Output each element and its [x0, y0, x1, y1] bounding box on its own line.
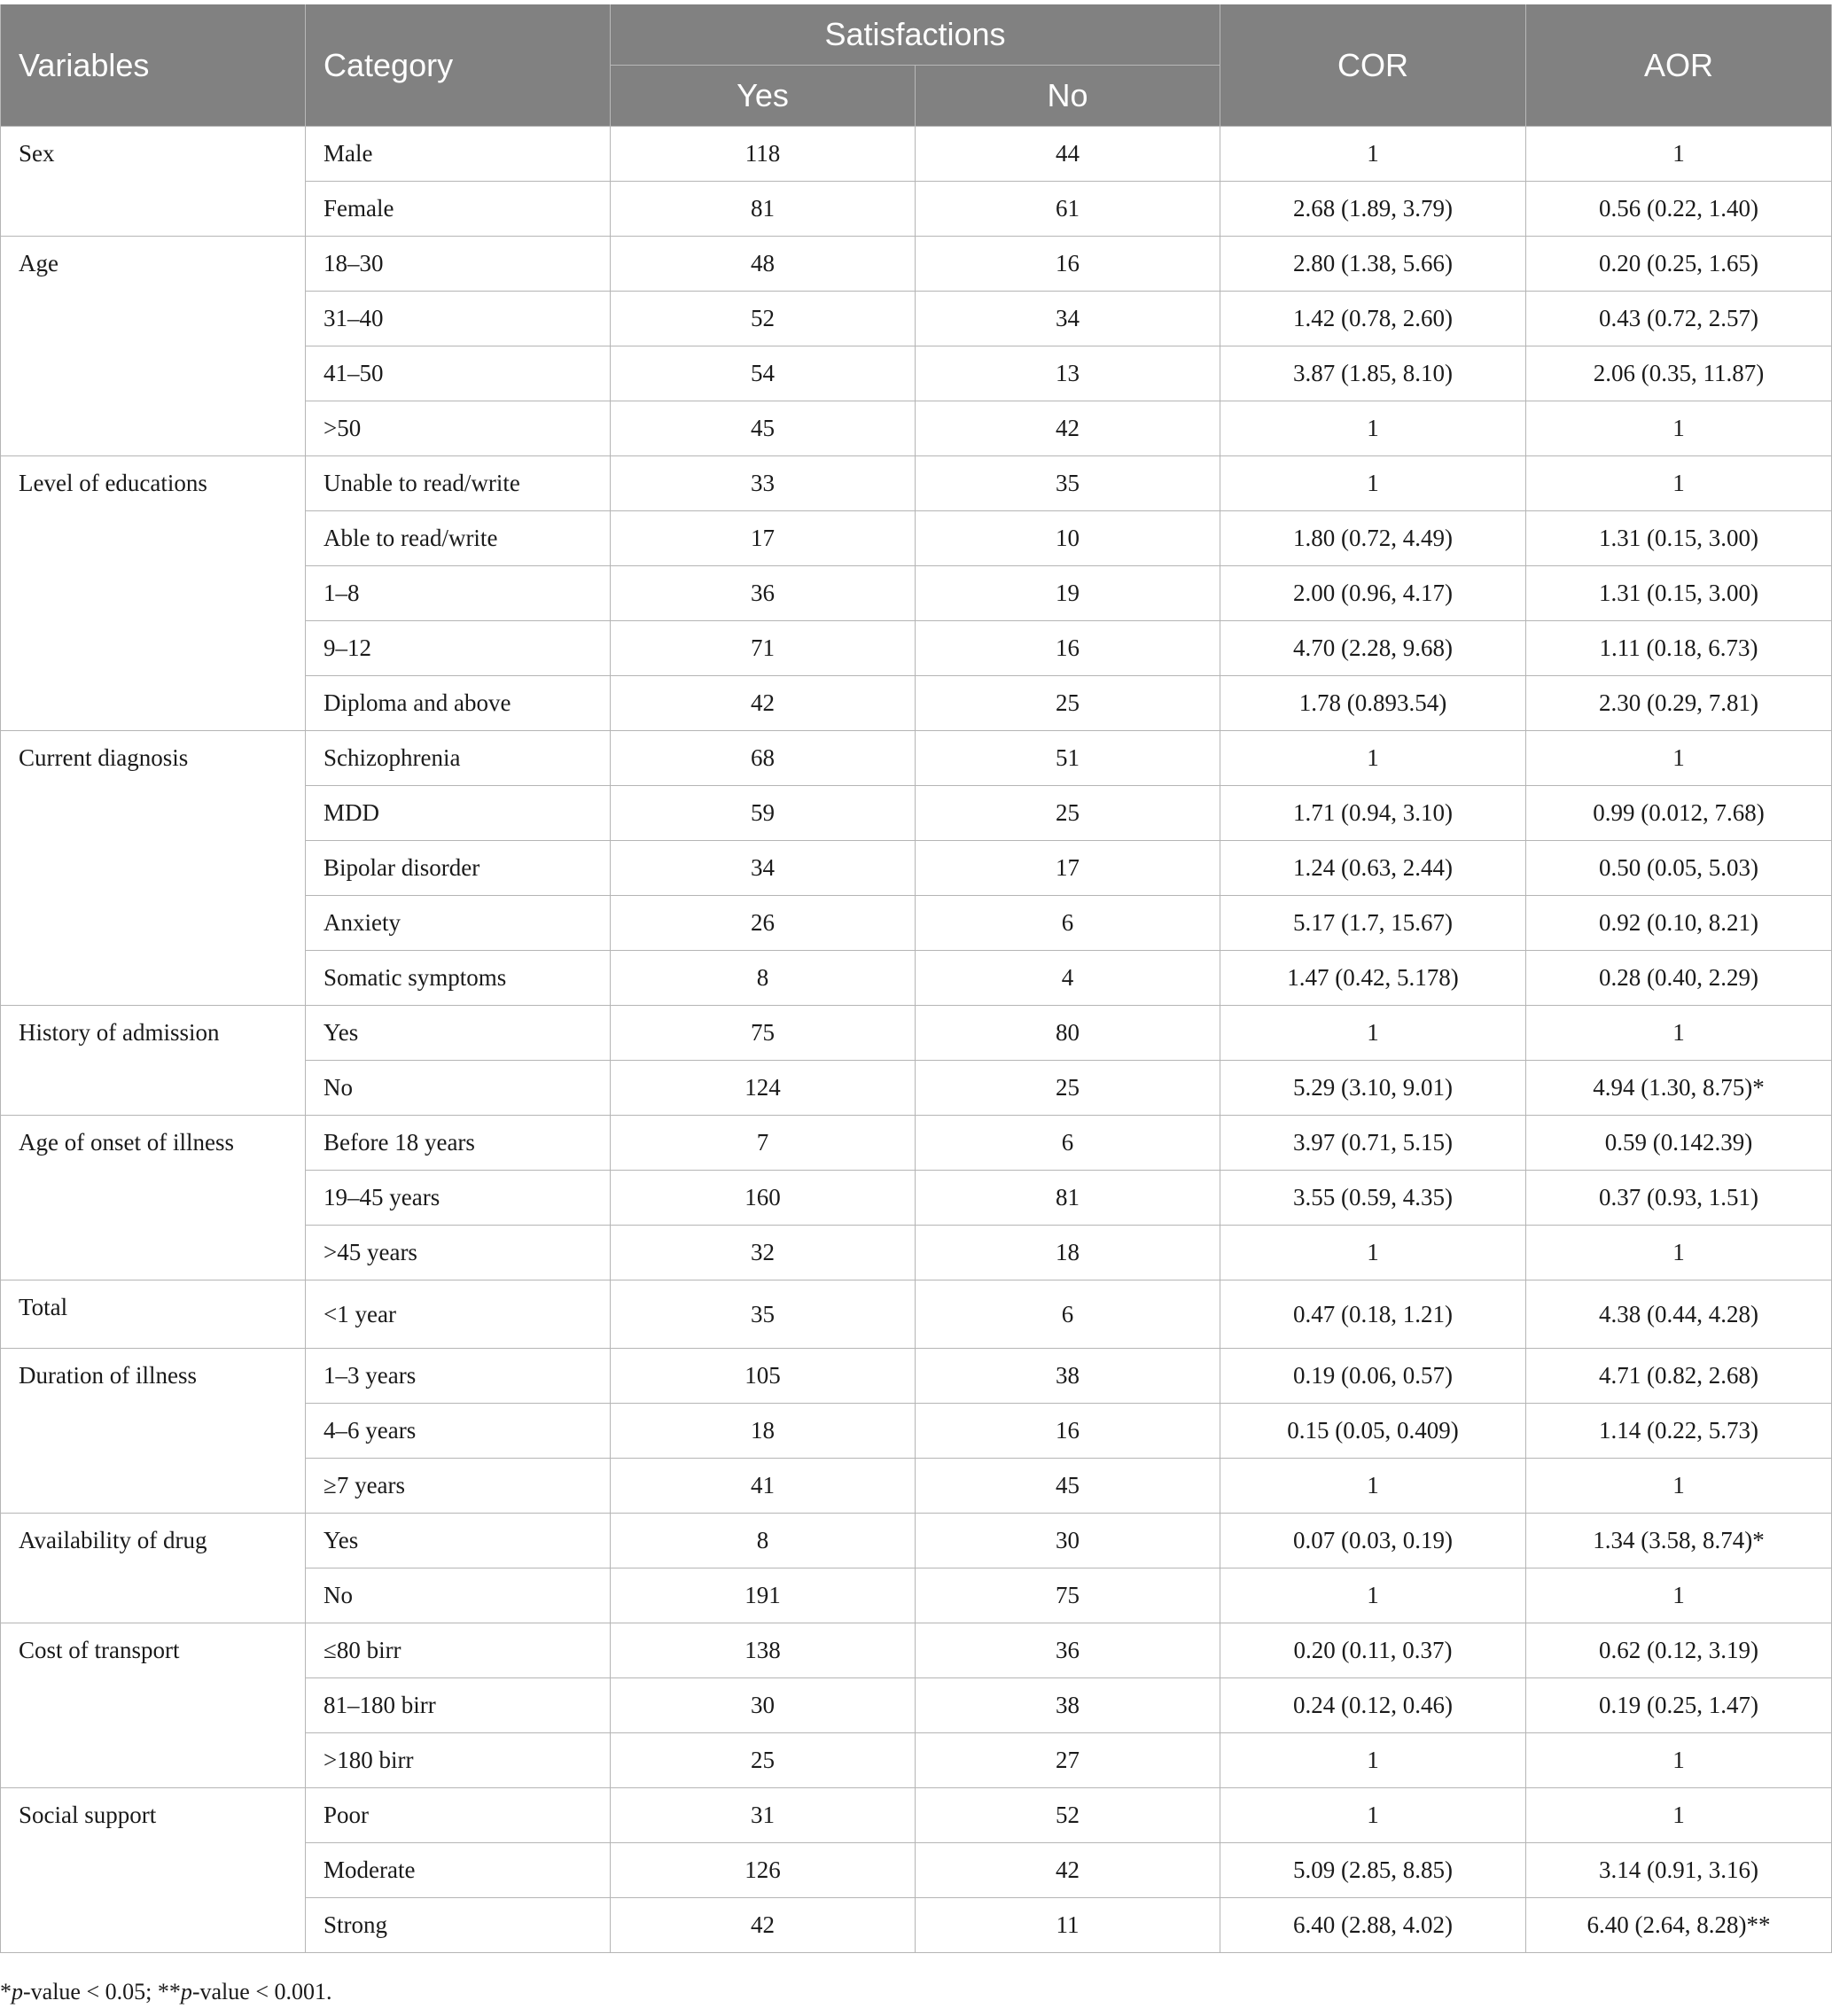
- aor-cell: 0.20 (0.25, 1.65): [1526, 237, 1832, 292]
- cor-cell: 4.70 (2.28, 9.68): [1220, 621, 1526, 676]
- aor-cell: 1: [1526, 1568, 1832, 1623]
- yes-count-cell: 126: [611, 1843, 916, 1898]
- cor-cell: 1.78 (0.893.54): [1220, 676, 1526, 731]
- category-cell: Male: [306, 127, 611, 182]
- aor-cell: 6.40 (2.64, 8.28)**: [1526, 1898, 1832, 1953]
- no-count-cell: 42: [916, 401, 1220, 456]
- aor-cell: 2.30 (0.29, 7.81): [1526, 676, 1832, 731]
- cor-cell: 5.17 (1.7, 15.67): [1220, 896, 1526, 951]
- variable-cell: Availability of drug: [1, 1514, 306, 1623]
- cor-cell: 3.55 (0.59, 4.35): [1220, 1171, 1526, 1226]
- yes-count-cell: 31: [611, 1788, 916, 1843]
- footnote-star: *: [0, 1979, 12, 2004]
- category-cell: Anxiety: [306, 896, 611, 951]
- yes-count-cell: 124: [611, 1061, 916, 1116]
- no-count-cell: 11: [916, 1898, 1220, 1953]
- no-count-cell: 44: [916, 127, 1220, 182]
- yes-count-cell: 118: [611, 127, 916, 182]
- cor-cell: 1: [1220, 1226, 1526, 1280]
- no-count-cell: 16: [916, 621, 1220, 676]
- cor-cell: 0.07 (0.03, 0.19): [1220, 1514, 1526, 1568]
- aor-cell: 3.14 (0.91, 3.16): [1526, 1843, 1832, 1898]
- cor-cell: 2.80 (1.38, 5.66): [1220, 237, 1526, 292]
- no-count-cell: 61: [916, 182, 1220, 237]
- no-count-cell: 16: [916, 237, 1220, 292]
- table-row: [1, 1349, 1832, 1404]
- header-yes: Yes: [611, 66, 916, 127]
- variable-cell: Cost of transport: [1, 1623, 306, 1788]
- cor-cell: 3.87 (1.85, 8.10): [1220, 346, 1526, 401]
- table-row: [1, 1006, 1832, 1061]
- cor-cell: 6.40 (2.88, 4.02): [1220, 1898, 1526, 1953]
- header-cor: COR: [1220, 4, 1526, 127]
- yes-count-cell: 54: [611, 346, 916, 401]
- no-count-cell: 10: [916, 511, 1220, 566]
- category-cell: No: [306, 1568, 611, 1623]
- table-footnote: [0, 1979, 331, 2005]
- header-variables: Variables: [1, 4, 306, 127]
- yes-count-cell: 8: [611, 1514, 916, 1568]
- no-count-cell: 25: [916, 1061, 1220, 1116]
- cor-cell: 1.71 (0.94, 3.10): [1220, 786, 1526, 841]
- no-count-cell: 51: [916, 731, 1220, 786]
- aor-cell: 4.38 (0.44, 4.28): [1526, 1280, 1832, 1349]
- no-count-cell: 18: [916, 1226, 1220, 1280]
- aor-cell: 1: [1526, 1733, 1832, 1788]
- category-cell: 1–3 years: [306, 1349, 611, 1404]
- aor-cell: 0.59 (0.142.39): [1526, 1116, 1832, 1171]
- yes-count-cell: 8: [611, 951, 916, 1006]
- no-count-cell: 13: [916, 346, 1220, 401]
- no-count-cell: 19: [916, 566, 1220, 621]
- no-count-cell: 81: [916, 1171, 1220, 1226]
- aor-cell: 0.92 (0.10, 8.21): [1526, 896, 1832, 951]
- header-aor: AOR: [1526, 4, 1832, 127]
- cor-cell: 1.80 (0.72, 4.49): [1220, 511, 1526, 566]
- results-table: [0, 4, 1832, 1953]
- category-cell: MDD: [306, 786, 611, 841]
- no-count-cell: 17: [916, 841, 1220, 896]
- category-cell: Before 18 years: [306, 1116, 611, 1171]
- yes-count-cell: 34: [611, 841, 916, 896]
- table-row: [1, 1116, 1832, 1171]
- yes-count-cell: 17: [611, 511, 916, 566]
- cor-cell: 1.42 (0.78, 2.60): [1220, 292, 1526, 346]
- variable-cell: History of admission: [1, 1006, 306, 1116]
- variable-cell: Total: [1, 1280, 306, 1349]
- category-cell: Female: [306, 182, 611, 237]
- aor-cell: 0.99 (0.012, 7.68): [1526, 786, 1832, 841]
- category-cell: Moderate: [306, 1843, 611, 1898]
- cor-cell: 1: [1220, 127, 1526, 182]
- category-cell: 1–8: [306, 566, 611, 621]
- header-category: Category: [306, 4, 611, 127]
- table-row: [1, 127, 1832, 182]
- no-count-cell: 16: [916, 1404, 1220, 1459]
- aor-cell: 0.43 (0.72, 2.57): [1526, 292, 1832, 346]
- aor-cell: 0.56 (0.22, 1.40): [1526, 182, 1832, 237]
- aor-cell: 1: [1526, 731, 1832, 786]
- aor-cell: 4.71 (0.82, 2.68): [1526, 1349, 1832, 1404]
- variable-cell: Level of educations: [1, 456, 306, 731]
- aor-cell: 1: [1526, 1006, 1832, 1061]
- no-count-cell: 6: [916, 1280, 1220, 1349]
- table-row: [1, 1514, 1832, 1568]
- yes-count-cell: 30: [611, 1678, 916, 1733]
- cor-cell: 1: [1220, 1568, 1526, 1623]
- cor-cell: 2.00 (0.96, 4.17): [1220, 566, 1526, 621]
- aor-cell: 0.37 (0.93, 1.51): [1526, 1171, 1832, 1226]
- aor-cell: 0.62 (0.12, 3.19): [1526, 1623, 1832, 1678]
- yes-count-cell: 75: [611, 1006, 916, 1061]
- aor-cell: 4.94 (1.30, 8.75)*: [1526, 1061, 1832, 1116]
- category-cell: Yes: [306, 1514, 611, 1568]
- category-cell: Poor: [306, 1788, 611, 1843]
- category-cell: <1 year: [306, 1280, 611, 1349]
- cor-cell: 0.20 (0.11, 0.37): [1220, 1623, 1526, 1678]
- aor-cell: 1: [1526, 456, 1832, 511]
- aor-cell: 1.31 (0.15, 3.00): [1526, 566, 1832, 621]
- variable-cell: Duration of illness: [1, 1349, 306, 1514]
- yes-count-cell: 35: [611, 1280, 916, 1349]
- category-cell: Diploma and above: [306, 676, 611, 731]
- yes-count-cell: 32: [611, 1226, 916, 1280]
- yes-count-cell: 7: [611, 1116, 916, 1171]
- no-count-cell: 6: [916, 1116, 1220, 1171]
- aor-cell: 2.06 (0.35, 11.87): [1526, 346, 1832, 401]
- cor-cell: 1: [1220, 731, 1526, 786]
- cor-cell: 1: [1220, 1733, 1526, 1788]
- no-count-cell: 75: [916, 1568, 1220, 1623]
- no-count-cell: 38: [916, 1349, 1220, 1404]
- cor-cell: 1: [1220, 1006, 1526, 1061]
- category-cell: 31–40: [306, 292, 611, 346]
- category-cell: ≥7 years: [306, 1459, 611, 1514]
- yes-count-cell: 42: [611, 1898, 916, 1953]
- footnote-p1: p: [12, 1979, 23, 2004]
- aor-cell: 1.11 (0.18, 6.73): [1526, 621, 1832, 676]
- aor-cell: 1.34 (3.58, 8.74)*: [1526, 1514, 1832, 1568]
- table-row: [1, 237, 1832, 292]
- no-count-cell: 6: [916, 896, 1220, 951]
- no-count-cell: 27: [916, 1733, 1220, 1788]
- cor-cell: 1.47 (0.42, 5.178): [1220, 951, 1526, 1006]
- category-cell: 81–180 birr: [306, 1678, 611, 1733]
- no-count-cell: 36: [916, 1623, 1220, 1678]
- category-cell: >45 years: [306, 1226, 611, 1280]
- category-cell: Unable to read/write: [306, 456, 611, 511]
- header-no: No: [916, 66, 1220, 127]
- cor-cell: 2.68 (1.89, 3.79): [1220, 182, 1526, 237]
- header-satisfactions: Satisfactions: [611, 4, 1220, 66]
- category-cell: >180 birr: [306, 1733, 611, 1788]
- yes-count-cell: 48: [611, 237, 916, 292]
- table-body: [1, 127, 1832, 1953]
- yes-count-cell: 42: [611, 676, 916, 731]
- category-cell: >50: [306, 401, 611, 456]
- category-cell: Somatic symptoms: [306, 951, 611, 1006]
- aor-cell: 0.19 (0.25, 1.47): [1526, 1678, 1832, 1733]
- no-count-cell: 80: [916, 1006, 1220, 1061]
- aor-cell: 1.14 (0.22, 5.73): [1526, 1404, 1832, 1459]
- cor-cell: 5.09 (2.85, 8.85): [1220, 1843, 1526, 1898]
- category-cell: 19–45 years: [306, 1171, 611, 1226]
- variable-cell: Age: [1, 237, 306, 456]
- no-count-cell: 42: [916, 1843, 1220, 1898]
- no-count-cell: 38: [916, 1678, 1220, 1733]
- yes-count-cell: 105: [611, 1349, 916, 1404]
- cor-cell: 0.19 (0.06, 0.57): [1220, 1349, 1526, 1404]
- aor-cell: 1: [1526, 1788, 1832, 1843]
- variable-cell: Current diagnosis: [1, 731, 306, 1006]
- cor-cell: 0.15 (0.05, 0.409): [1220, 1404, 1526, 1459]
- yes-count-cell: 191: [611, 1568, 916, 1623]
- cor-cell: 1: [1220, 1459, 1526, 1514]
- table-header: [1, 4, 1832, 127]
- yes-count-cell: 36: [611, 566, 916, 621]
- category-cell: ≤80 birr: [306, 1623, 611, 1678]
- no-count-cell: 34: [916, 292, 1220, 346]
- category-cell: Yes: [306, 1006, 611, 1061]
- no-count-cell: 52: [916, 1788, 1220, 1843]
- cor-cell: 3.97 (0.71, 5.15): [1220, 1116, 1526, 1171]
- aor-cell: 1.31 (0.15, 3.00): [1526, 511, 1832, 566]
- cor-cell: 1: [1220, 401, 1526, 456]
- category-cell: 4–6 years: [306, 1404, 611, 1459]
- variable-cell: Social support: [1, 1788, 306, 1953]
- table-row: [1, 731, 1832, 786]
- table-row: [1, 456, 1832, 511]
- yes-count-cell: 41: [611, 1459, 916, 1514]
- table-row: [1, 1623, 1832, 1678]
- yes-count-cell: 59: [611, 786, 916, 841]
- no-count-cell: 25: [916, 676, 1220, 731]
- category-cell: Able to read/write: [306, 511, 611, 566]
- no-count-cell: 30: [916, 1514, 1220, 1568]
- yes-count-cell: 52: [611, 292, 916, 346]
- footnote-p2: p: [180, 1979, 192, 2004]
- category-cell: 41–50: [306, 346, 611, 401]
- table-row: [1, 1788, 1832, 1843]
- yes-count-cell: 68: [611, 731, 916, 786]
- aor-cell: 0.28 (0.40, 2.29): [1526, 951, 1832, 1006]
- aor-cell: 0.50 (0.05, 5.03): [1526, 841, 1832, 896]
- no-count-cell: 35: [916, 456, 1220, 511]
- yes-count-cell: 138: [611, 1623, 916, 1678]
- yes-count-cell: 25: [611, 1733, 916, 1788]
- category-cell: Strong: [306, 1898, 611, 1953]
- footnote-text2: -value < 0.001.: [191, 1979, 332, 2004]
- yes-count-cell: 71: [611, 621, 916, 676]
- cor-cell: 1: [1220, 1788, 1526, 1843]
- variable-cell: Age of onset of illness: [1, 1116, 306, 1280]
- table-row: [1, 1280, 1832, 1349]
- cor-cell: 0.47 (0.18, 1.21): [1220, 1280, 1526, 1349]
- cor-cell: 1: [1220, 456, 1526, 511]
- yes-count-cell: 33: [611, 456, 916, 511]
- no-count-cell: 45: [916, 1459, 1220, 1514]
- yes-count-cell: 81: [611, 182, 916, 237]
- category-cell: Bipolar disorder: [306, 841, 611, 896]
- cor-cell: 0.24 (0.12, 0.46): [1220, 1678, 1526, 1733]
- aor-cell: 1: [1526, 1459, 1832, 1514]
- category-cell: 9–12: [306, 621, 611, 676]
- aor-cell: 1: [1526, 401, 1832, 456]
- category-cell: Schizophrenia: [306, 731, 611, 786]
- yes-count-cell: 18: [611, 1404, 916, 1459]
- aor-cell: 1: [1526, 1226, 1832, 1280]
- category-cell: 18–30: [306, 237, 611, 292]
- variable-cell: Sex: [1, 127, 306, 237]
- aor-cell: 1: [1526, 127, 1832, 182]
- category-cell: No: [306, 1061, 611, 1116]
- yes-count-cell: 160: [611, 1171, 916, 1226]
- no-count-cell: 25: [916, 786, 1220, 841]
- no-count-cell: 4: [916, 951, 1220, 1006]
- yes-count-cell: 26: [611, 896, 916, 951]
- footnote-text1: -value < 0.05; **: [23, 1979, 181, 2004]
- cor-cell: 5.29 (3.10, 9.01): [1220, 1061, 1526, 1116]
- yes-count-cell: 45: [611, 401, 916, 456]
- cor-cell: 1.24 (0.63, 2.44): [1220, 841, 1526, 896]
